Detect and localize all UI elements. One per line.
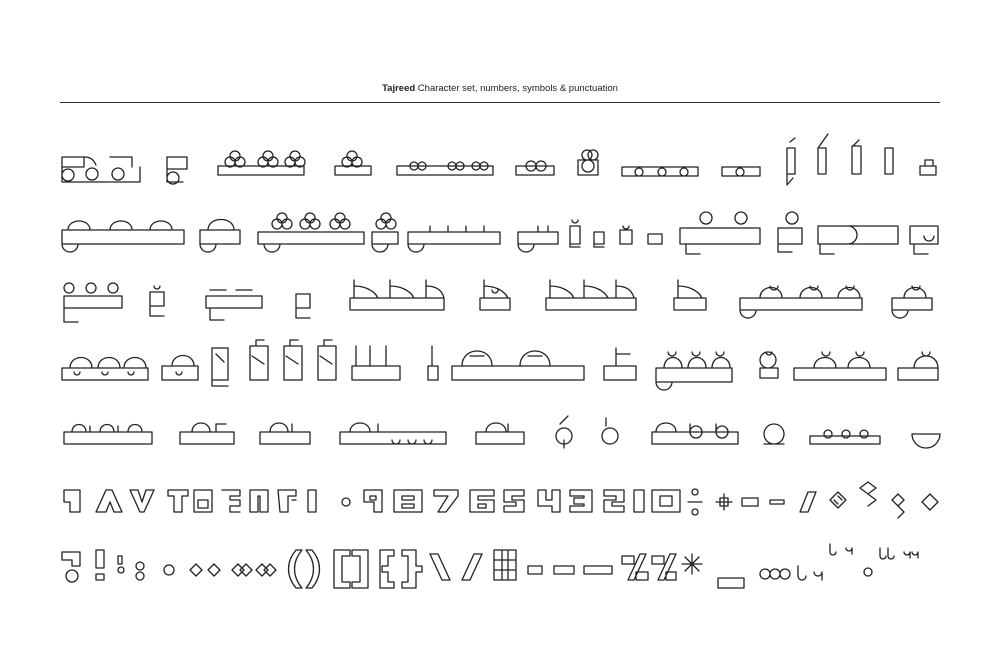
glyph-arabic-quote-open: [798, 566, 822, 580]
glyph-digit-6: [470, 490, 494, 512]
glyph-digit-7: [434, 490, 458, 512]
glyph-paren-left: [289, 550, 303, 588]
glyph-alef-hamza: [787, 138, 795, 185]
glyph-ba-connected: [62, 157, 140, 182]
glyph-guillemet-left: [232, 564, 252, 576]
glyph-mim-isolated: [180, 423, 234, 444]
glyph-equals-sign: [742, 498, 758, 506]
glyph-lam-isolated: [428, 346, 438, 380]
glyph-plus-sign: [716, 494, 732, 510]
glyph-row-1: [62, 134, 936, 185]
glyph-ain-connected: [206, 290, 262, 320]
glyph-waw-connected: [810, 430, 880, 444]
glyph-kaf-medial-3: [284, 340, 302, 380]
glyph-less-than: [190, 564, 202, 576]
glyph-sin-isolated: [518, 226, 558, 252]
glyph-letter-A: [96, 490, 122, 512]
glyph-hash: [494, 550, 516, 580]
glyph-underscore: [718, 578, 744, 588]
specimen-description: Character set, numbers, symbols & punctuation: [417, 83, 618, 94]
glyph-lam-connected: [352, 346, 400, 380]
glyph-fa-initial-connected: [656, 352, 732, 390]
glyph-ya-long-isolated: [476, 423, 524, 444]
glyph-row-5: [64, 416, 940, 448]
glyph-digit-9: [364, 490, 382, 512]
glyph-arabic-comma: [118, 556, 124, 573]
glyph-tha-isolated: [335, 151, 371, 175]
glyph-alef-madda: [818, 134, 828, 174]
glyph-fa-medial: [794, 352, 886, 380]
glyph-greater-than: [208, 564, 220, 576]
glyph-sin-connected: [408, 226, 500, 252]
glyph-ghain-connected: [64, 283, 122, 322]
glyph-ya-long-connected: [340, 423, 446, 444]
glyph-digit-4: [538, 490, 560, 512]
glyph-fa-initial: [760, 352, 778, 378]
glyph-per-mille: [652, 554, 676, 580]
glyph-digit-1-arabic: [278, 490, 296, 512]
glyph-fa-connected: [740, 286, 862, 318]
glyph-digit-1: [634, 490, 644, 512]
glyph-period: [164, 565, 174, 575]
glyph-brace-right: [402, 550, 422, 588]
glyph-brace-left: [380, 550, 394, 588]
glyph-en-dash: [554, 566, 574, 574]
glyph-percent: [622, 554, 648, 580]
glyph-row-7: [62, 544, 918, 588]
glyph-row-2: [62, 212, 938, 254]
glyph-dhal: [620, 226, 632, 244]
glyph-row-4: [62, 340, 938, 390]
glyph-mim-connected: [64, 425, 152, 445]
glyph-digit-3: [570, 490, 592, 512]
glyph-sad-connected: [62, 221, 184, 252]
glyph-lam-mim: [260, 423, 310, 444]
glyph-multiply-sign: [830, 492, 846, 508]
glyph-minus-sign: [770, 500, 784, 504]
glyph-ya-connected: [622, 167, 698, 176]
glyph-digit-8-arabic: [194, 490, 212, 512]
glyph-shin-connected: [258, 213, 364, 252]
glyph-diamond-pair: [892, 494, 904, 518]
glyph-ba-initial: [167, 157, 187, 184]
glyph-kha-connected: [680, 212, 760, 254]
glyph-digit-9-latin: [64, 490, 80, 512]
glyph-caret-up: [860, 482, 876, 506]
glyph-ya-isolated: [722, 167, 760, 176]
glyph-digit-2-arabic: [250, 490, 268, 512]
glyph-colon: [136, 562, 144, 580]
glyph-slash-sign: [800, 492, 816, 512]
glyph-digit-8: [394, 490, 422, 512]
glyph-ghain-isolated: [150, 286, 164, 316]
glyph-kha-isolated: [778, 212, 802, 252]
glyph-em-dash: [584, 566, 612, 574]
glyph-zay: [570, 220, 580, 247]
font-name: Tajreed: [382, 83, 416, 94]
glyph-ha-medial: [556, 416, 572, 448]
glyph-kaf-medial-1: [212, 348, 228, 386]
glyph-digit-0: [652, 490, 680, 512]
glyph-shin-isolated: [372, 213, 398, 252]
glyph-division-sign: [688, 489, 702, 515]
glyph-guillemet-right: [256, 564, 276, 576]
glyph-kaf-isolated: [604, 348, 636, 380]
glyph-qaf-isolated: [162, 356, 198, 381]
glyph-kaf-medial-2: [250, 340, 268, 380]
glyph-alef: [885, 148, 893, 174]
glyph-digit-1-latin: [308, 490, 316, 512]
glyph-jim-isolated: [910, 226, 938, 254]
glyph-question-mark: [62, 552, 80, 582]
glyph-za-connected: [350, 280, 444, 310]
glyph-bracket-left: [334, 550, 350, 588]
glyph-bracket-right: [352, 550, 368, 588]
glyph-digit-3-arabic: [222, 490, 240, 512]
glyph-paren-right: [306, 550, 320, 588]
glyph-superscript-quotes: [880, 548, 918, 559]
glyph-ta-emphatic-isolated: [674, 280, 706, 310]
glyph-letter-V: [130, 490, 154, 512]
glyph-digit-2: [604, 490, 624, 512]
glyph-ha-connected: [652, 423, 738, 444]
glyph-digit-5: [504, 490, 524, 512]
glyph-ta-emphatic-connected: [546, 280, 636, 310]
glyph-ain-isolated: [296, 294, 310, 318]
glyph-small-circle: [864, 568, 872, 576]
glyph-row-6: [64, 482, 938, 518]
glyph-kaf-medial-4: [318, 340, 336, 380]
glyph-fa-isolated: [892, 286, 932, 318]
glyph-hamza: [920, 160, 936, 175]
glyph-qaf-connected: [62, 358, 148, 381]
glyph-dal: [648, 234, 662, 244]
glyph-waw-isolated: [912, 434, 940, 448]
glyph-diamond: [922, 494, 938, 510]
glyph-digit-7-arabic: [168, 490, 188, 512]
glyph-sad-isolated: [200, 220, 240, 253]
glyph-ellipsis: [760, 569, 790, 579]
glyph-tha-connected: [218, 151, 305, 175]
glyph-ha-isolated: [602, 418, 618, 444]
glyph-ta-isolated: [516, 161, 554, 175]
glyph-ta-marbuta: [578, 150, 598, 175]
glyph-jim-connected: [818, 226, 898, 254]
glyph-alef-wasla: [852, 140, 861, 174]
glyph-ta-connected: [397, 162, 493, 175]
glyph-digit-0-arabic: [342, 498, 350, 506]
glyph-underscore-short: [528, 566, 542, 574]
glyph-exclamation-mark: [96, 550, 104, 580]
glyph-waw-ring: [764, 424, 784, 444]
glyph-backslash: [430, 554, 450, 580]
glyph-row-3: [64, 280, 932, 322]
glyph-ra: [594, 232, 604, 247]
glyph-kaf-connected: [452, 351, 584, 380]
glyph-arabic-quote-double: [830, 544, 852, 555]
glyph-asterisk: [682, 554, 702, 574]
glyph-za-isolated: [480, 280, 510, 310]
glyph-forward-slash: [462, 554, 482, 580]
glyph-fa-final: [898, 352, 938, 380]
